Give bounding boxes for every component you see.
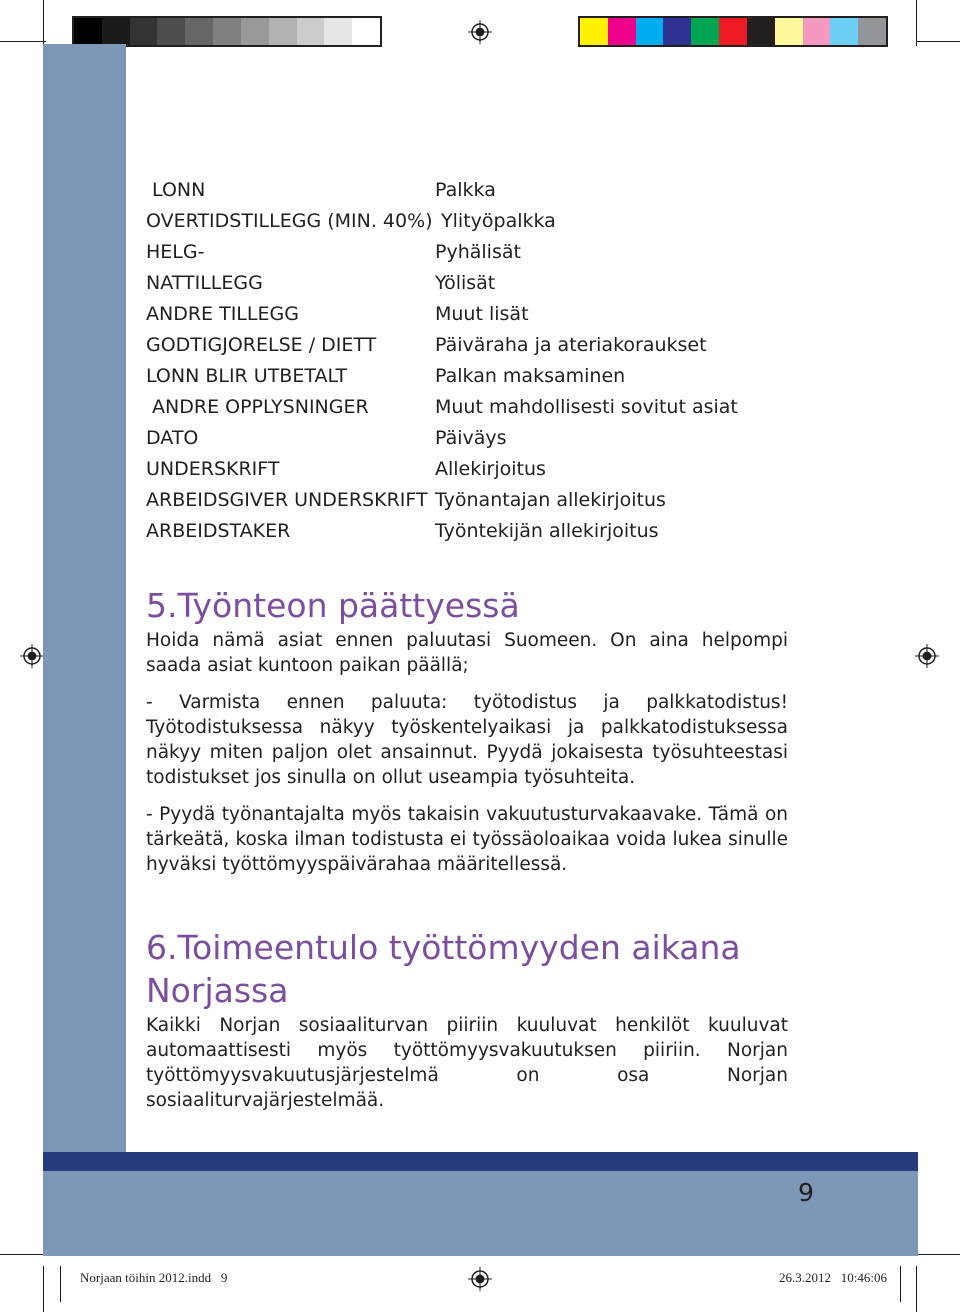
color-swatch [74, 18, 102, 45]
table-row [146, 237, 846, 267]
norwegian-term: UNDERSKRIFT [146, 458, 280, 480]
color-swatch [803, 18, 831, 45]
color-swatch [213, 18, 241, 45]
norwegian-term: ARBEIDSTAKER [146, 520, 291, 542]
finnish-term: Muut mahdollisesti sovitut asiat [435, 396, 738, 418]
slug-datetime: 26.3.2012 10:46:06 [779, 1270, 887, 1285]
color-swatch [324, 18, 352, 45]
norwegian-term: OVERTIDSTILLEGG (MIN. 40%) [146, 210, 433, 232]
norwegian-term: ARBEIDSGIVER UNDERSKRIFT [146, 489, 428, 511]
color-swatch [241, 18, 269, 45]
footer-band [43, 1152, 918, 1171]
norwegian-term: ANDRE OPPLYSNINGER [146, 396, 369, 418]
side-panel [43, 44, 126, 1152]
finnish-term: Päiväys [435, 427, 507, 449]
finnish-term: Muut lisät [435, 303, 529, 325]
crop-mark [916, 0, 917, 46]
color-swatch [297, 18, 325, 45]
registration-mark-icon [20, 644, 44, 668]
color-swatch [157, 18, 185, 45]
color-swatch [580, 18, 608, 45]
color-swatch [858, 18, 886, 45]
color-swatch [691, 18, 719, 45]
paragraph: - Varmista ennen paluuta: työtodistus ja palkkatodistus! Työtodistuksessa näkyy työskentelyaikasi ja palkkatodistuksessa näkyy miten paljon olet ansainnut. Pyydä jokaisesta työsuhteestasi todistukset jos sinulla on ollut useampia työsuhteita. [146, 692, 788, 788]
norwegian-term: ANDRE TILLEGG [146, 303, 299, 325]
finnish-term: Työntekijän allekirjoitus [435, 520, 659, 542]
finnish-term: Päiväraha ja ateriakoraukset [435, 334, 707, 356]
finnish-term: Allekirjoitus [435, 458, 546, 480]
section-heading: 6.Toimeentulo työttömyyden aikana [146, 928, 741, 967]
table-row [146, 516, 846, 546]
crop-mark [916, 1266, 917, 1312]
finnish-term: Työnantajan allekirjoitus [435, 489, 666, 511]
norwegian-term: LONN BLIR UTBETALT [146, 365, 348, 387]
color-bar [578, 16, 888, 47]
finnish-term: Ylityöpalkka [435, 210, 556, 232]
color-swatch [185, 18, 213, 45]
color-swatch [719, 18, 747, 45]
color-swatch [830, 18, 858, 45]
footer-panel [43, 1171, 918, 1256]
table-row [146, 330, 846, 360]
registration-mark-icon [468, 1267, 492, 1291]
finnish-term: Palkan maksaminen [435, 365, 626, 387]
table-row [146, 392, 846, 422]
color-swatch [775, 18, 803, 45]
table-row [146, 361, 846, 391]
table-row [146, 206, 846, 236]
paragraph: Hoida nämä asiat ennen paluutasi Suomeen. On aina helpompi saada asiat kuntoon paikan päällä; [146, 630, 788, 676]
norwegian-term: NATTILLEGG [146, 272, 263, 294]
paragraph: Kaikki Norjan sosiaaliturvan piiriin kuuluvat henkilöt kuuluvat automaattisesti myös työttömyysvakuutuksen piiriin. Norjan työttömyysvakuutusjärjestelmä on osa Norjan sosiaaliturvajärjestelmää. [146, 1015, 788, 1111]
norwegian-term: GODTIGJORELSE / DIETT [146, 334, 377, 356]
color-swatch [608, 18, 636, 45]
norwegian-term: DATO [146, 427, 199, 449]
crop-mark [43, 1266, 44, 1312]
crop-mark [43, 0, 44, 46]
color-swatch [352, 18, 380, 45]
table-row [146, 299, 846, 329]
section-heading-continued: Norjassa [146, 971, 289, 1010]
slug-filename: Norjaan töihin 2012.indd 9 [80, 1270, 228, 1285]
norwegian-term: HELG- [146, 241, 205, 263]
finnish-term: Pyhälisät [435, 241, 521, 263]
table-row [146, 268, 846, 298]
table-row [146, 454, 846, 484]
registration-mark-icon [915, 644, 939, 668]
table-row [146, 423, 846, 453]
paragraph: - Pyydä työnantajalta myös takaisin vakuutusturvakaavake. Tämä on tärkeätä, koska ilman todistusta ei työssäoloaikaa voida lukea sinulle hyväksi työttömyyspäivärahaa määritellessä. [146, 804, 788, 875]
crop-mark [0, 41, 46, 42]
crop-mark [60, 1266, 61, 1302]
color-swatch [269, 18, 297, 45]
crop-mark [916, 41, 960, 42]
page-number: 9 [798, 1178, 814, 1207]
norwegian-term: LONN [146, 179, 206, 201]
grayscale-bar [72, 16, 382, 47]
registration-mark-icon [468, 20, 492, 44]
color-swatch [747, 18, 775, 45]
crop-mark [916, 1254, 960, 1255]
section-heading: 5.Työnteon päättyessä [146, 586, 520, 625]
finnish-term: Yölisät [435, 272, 496, 294]
color-swatch [130, 18, 158, 45]
crop-mark [0, 1254, 46, 1255]
color-swatch [636, 18, 664, 45]
table-row [146, 175, 846, 205]
finnish-term: Palkka [435, 179, 496, 201]
crop-mark [900, 1266, 901, 1302]
table-row [146, 485, 846, 515]
color-swatch [102, 18, 130, 45]
color-swatch [663, 18, 691, 45]
